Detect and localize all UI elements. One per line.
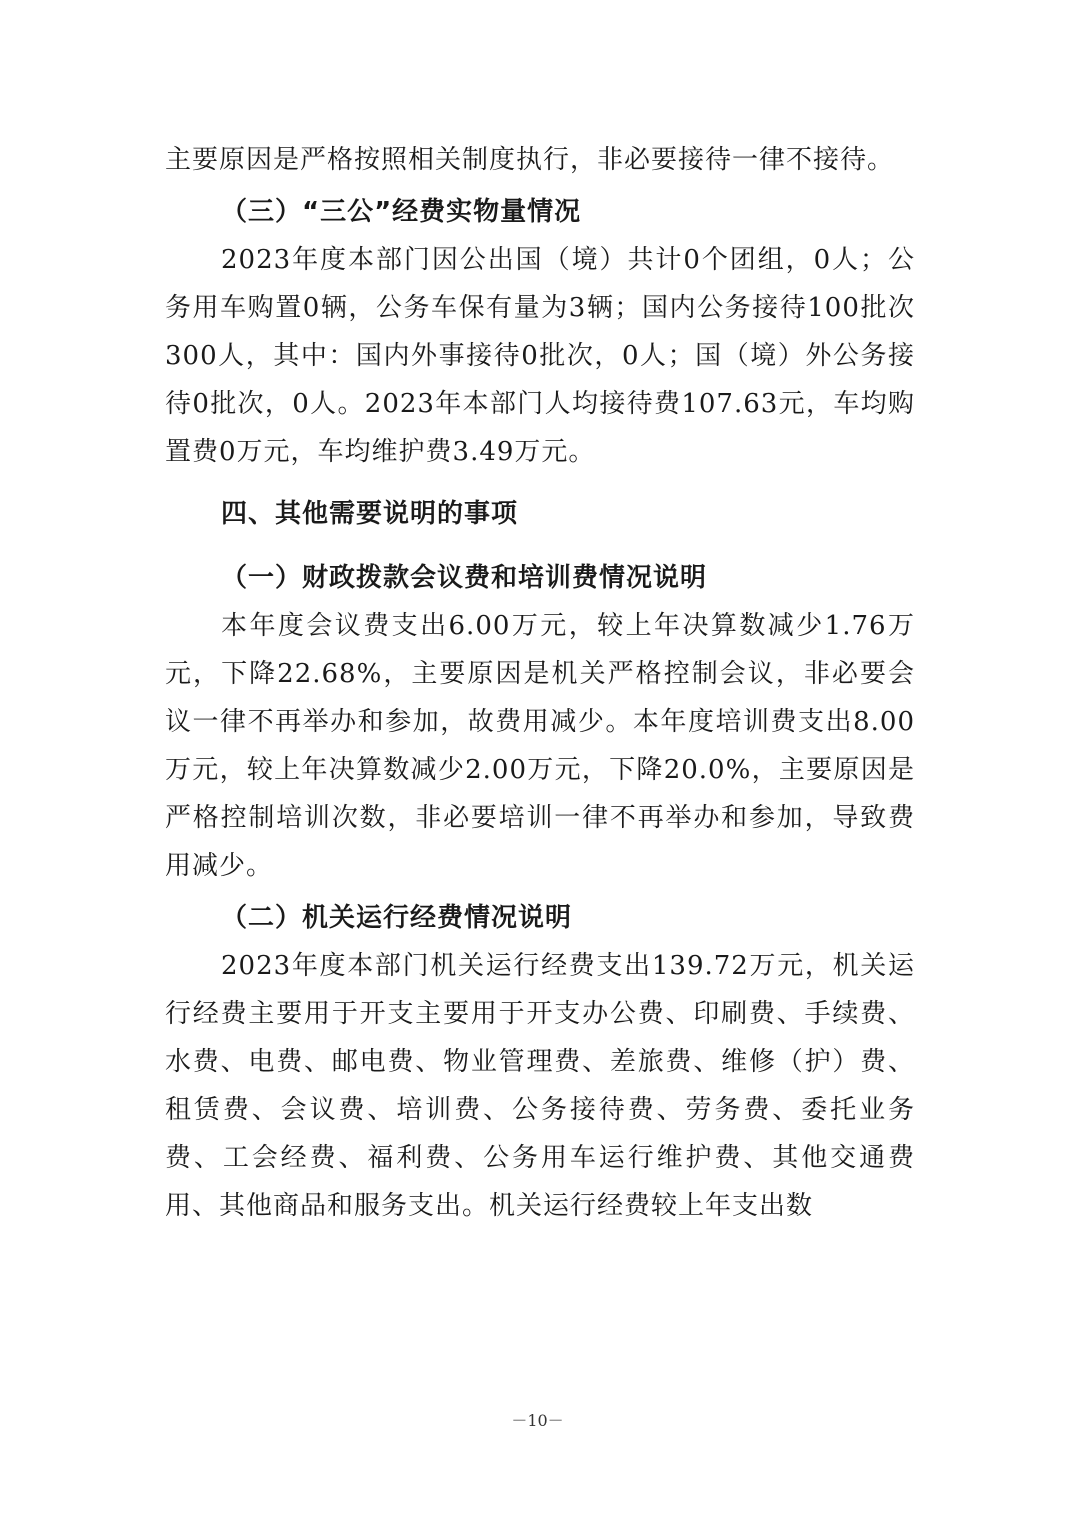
heading-section-four: 四、其他需要说明的事项 bbox=[221, 499, 519, 529]
paragraph-meeting-training-fees: 本年度会议费支出6.00万元，较上年决算数减少1.76万元，下降22.68%，主要原因是机关严格控制会议，非必要会议一律不再举办和参加，故费用减少。本年度培训费支出8.00万元，较上年决算数减少2.00万元，下降20.0%，主要原因是严格控制培训次数，非必要培训一律不再举办和参加，导致费用减少。 bbox=[165, 611, 915, 881]
page-number: －10－ bbox=[511, 1411, 564, 1430]
heading-three-public-quantities: （三）“三公”经费实物量情况 bbox=[221, 197, 582, 227]
document-page bbox=[165, 136, 915, 1396]
heading-meeting-training-fees: （一）财政拨款会议费和培训费情况说明 bbox=[221, 563, 708, 593]
paragraph-three-public-quantities: 2023年度本部门因公出国（境）共计0个团组，0人；公务用车购置0辆，公务车保有量为3辆；国内公务接待100批次300人，其中：国内外事接待0批次，0人；国（境）外公务接待0批次，0人。2023年本部门人均接待费107.63元，车均购置费0万元，车均维护费3.49万元。 bbox=[165, 245, 915, 467]
heading-operation-expenses: （二）机关运行经费情况说明 bbox=[221, 903, 573, 933]
paragraph-operation-expenses: 2023年度本部门机关运行经费支出139.72万元，机关运行经费主要用于开支主要用于开支办公费、印刷费、手续费、水费、电费、邮电费、物业管理费、差旅费、维修（护）费、租赁费、会议费、培训费、公务接待费、劳务费、委托业务费、工会经费、福利费、公务用车运行维护费、其他交通费用、其他商品和服务支出。机关运行经费较上年支出数 bbox=[165, 951, 915, 1221]
paragraph-continuation: 主要原因是严格按照相关制度执行，非必要接待一律不接待。 bbox=[165, 145, 895, 175]
